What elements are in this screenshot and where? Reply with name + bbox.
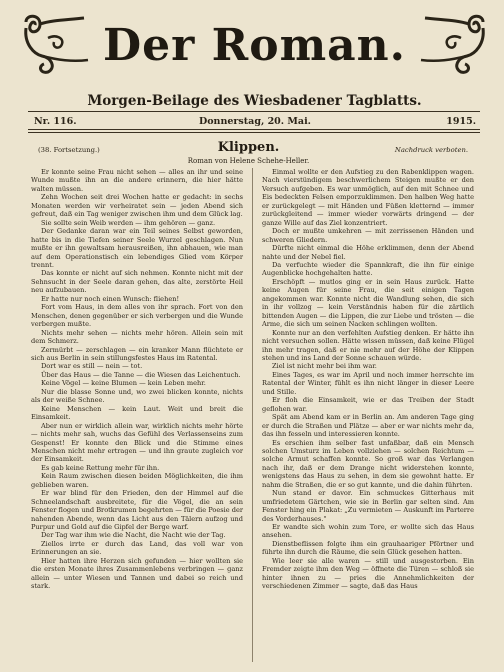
masthead: [22, 10, 487, 114]
left-column: [31, 168, 243, 591]
paragraph: Eines Tages, es war im April und noch immer herrschte im Ratental der Winter, fühlt es ihn nicht länger in dieser Leere und Stille.: [262, 370, 474, 396]
header-rule-bottom: [28, 129, 480, 130]
paragraph: Ziel ist nicht mehr bei ihm war.: [272, 362, 377, 371]
paragraph: Nichts mehr sehen — nichts mehr hören. Allein sein mit dem Schmerz.: [31, 328, 243, 346]
paragraph: Das konnte er nicht auf sich nehmen. Konnte nicht mit der Sehnsucht in der Seele daran gehen, das alte, zerstörte Heil neu aufzubauen.: [31, 269, 243, 295]
paragraph: Kein Raum zwischen diesen beiden Möglichkeiten, die ihm geblieben waren.: [31, 472, 243, 489]
paragraph: Über das Haus — die Tanne — die Wiesen das Leichentuch.: [41, 370, 241, 379]
paragraph: Fort vom Haus, in dem alles von ihr sprach. Fort von den Menschen, denen gegenüber er sich verbergen und die Wunde verbergen mußte.: [31, 303, 243, 329]
paragraph: Er konnte seine Frau nicht sehen — alles an ihr und seine Wunde mußte ihn an die andere erinnern, die hier hätte walten müssen.: [31, 168, 243, 193]
paragraph: Dort war es still — nein — tot.: [41, 362, 143, 371]
paragraph: Wie leer sie alle waren — still und ausgestorben. Ein Fremder zeigte ihm den Weg — öffnete die Türen — schloß sie hinter ihnen zu — pries die Annehmlichkeiten der verschiedenen Zimmer — sagte, daß das Haus: [262, 556, 474, 591]
paragraph: Nun stand er davor. Ein schmuckes Gitterhaus mit umfriedetem Gärtchen, wie sie in Berlin gar selten sind. Am Fenster hing ein Plakat: „Zu vermieten — Auskunft im Parterre des Vorderhauses.": [262, 489, 474, 523]
paragraph: Der Gedanke daran war ein Teil seines Selbst geworden, hatte bis in die Tiefen seiner Seele Wurzel geschlagen. Nun mußte er ihn gewaltsam herausreißen, ihn abhauen, wie man auf dem Operationstisch ein lebendiges Glied vom Körper trennt.: [31, 227, 243, 269]
article-author: Roman von Helene Schehe-Heller.: [187, 157, 310, 165]
paragraph: Konnte nur an den verfehlten Aufstieg denken. Er hätte ihn nicht versuchen sollen. Hätte wissen müssen, daß keine Flügel ihn mehr tragen, daß er nie mehr auf der Höhe der Klippen stehen und ins Land der Sonne schauen würde.: [262, 328, 474, 362]
paragraph: Er floh die Einsamkeit, wie er das Treiben der Stadt geflohen war.: [262, 396, 474, 413]
paragraph: Er war blind für den Frieden, den der Himmel auf die Schneelandschaft ausbreitete, für die Vögel, die an sein Fenster flogen und Brotkrumen begehrten — für die Poesie der nahenden Abende, wenn das Licht aus den Tälern aufzog und Purpur und Gold auf die Gipfel der Berge warf.: [31, 489, 243, 532]
paragraph: Sie sollte sein Weib werden — ihm gehören — ganz.: [41, 218, 216, 227]
paragraph: Es erschien ihm selber fast unfaßbar, daß ein Mensch solchen Umsturz im Leben vollziehen — solchen Reichtum — solche Armut schaffen konnte. So groß war das Verlangen nach ihr, daß er dem Drange nicht widerstehen konnte, wenigstens das Haus zu sehen, in dem sie gewohnt hatte. Er nahm die Straßen, die er so gut kannte, und die dahin führten.: [262, 438, 474, 489]
paragraph: Zehn Wochen seit drei Wochen hatte er gedacht: in sechs Monaten werden wir verheiratet sein — jeden Abend sich gefreut, daß ein Tag weniger zwischen ihm und dem Glück lag.: [31, 193, 243, 219]
paragraph: Doch er mußte umkehren — mit zerrissenen Händen und schweren Gliedern.: [262, 227, 474, 244]
paragraph: Aber nun er wirklich allein war, wirklich nichts mehr hörte — nichts mehr sah, wuchs das Gefühl des Verlassenseins zum Gespenst! Er konnte den Blick und die Stimme eines Menschen nicht mehr ertragen — und ihn graute zugleich vor der Einsamkeit.: [31, 421, 243, 464]
paragraph: Einmal wollte er den Aufstieg zu den Rabenklippen wagen. Nach vierstündigem beschwerlichem Steigen mußte er den Versuch aufgeben. Es war unmöglich, auf den mit Schnee und Eis bedeckten Felsen emporzuklimmen. Den halben Weg hatte er zurückgelegt — mit Händen und Füßen kletternd — immer zurückgleitend — immer wieder vorwärts dringend — der ganze Wille auf das Ziel konzentriert.: [262, 168, 474, 227]
newspaper-title: Der Roman.: [103, 20, 406, 71]
paragraph: Es gab keine Rettung mehr für ihn.: [41, 463, 160, 472]
column-divider: [252, 168, 253, 662]
paragraph: Nur die blasse Sonne und, wo zwei blicken konnte, nichts als der weiße Schnee.: [31, 387, 243, 405]
paragraph: Erschöpft — mutlos ging er in sein Haus zurück. Hatte keine Augen für seine Frau, die seit einigen Tagen angekommen war. Konnte nicht die Wandlung sehen, die sich in ihr vollzog — kein Verständnis haben für die zärtlich bittenden Augen — die Lippen, die zur Liebe und trösten — die Arme, die sich um seinen Nacken schlingen wollten.: [262, 277, 474, 329]
paragraph: Dienstbeflissen folgte ihm ein grauhaariger Pförtner und führte ihn durch die Räume, die sein Glück gesehen hatten.: [262, 539, 474, 557]
newspaper-subtitle: Morgen-Beilage des Wiesbadener Tagblatts.: [87, 93, 422, 109]
paragraph: Der Tag war ihm wie die Nacht, die Nacht wie der Tag.: [41, 531, 226, 540]
paragraph: Keine Menschen — kein Laut. Weit und breit die Einsamkeit.: [31, 404, 243, 422]
paragraph: Dürfte nicht einmal die Höhe erklimmen, denn der Abend nahte und der Nebel fiel.: [262, 244, 474, 261]
header-rule-double: [28, 132, 480, 133]
paragraph: Er hatte nur noch einen Wunsch: fliehen!: [41, 294, 180, 303]
paragraph: Da verfuchte wieder die Spannkraft, die ihn für einige Augenblicke hochgehalten hatte.: [262, 260, 474, 278]
paragraph: Spät am Abend kam er in Berlin an. Am anderen Tage ging er durch die Straßen und Plätze — aber er war nichts mehr da, das ihn fesseln und interessieren konnte.: [262, 413, 474, 439]
paragraph: Hier hatten ihre Herzen sich gefunden — hier wollten sie die ersten Monate ihres Zusammenlebens verbringen — ganz allein — unter Wiesen und Tannen und dabei so reich und stark.: [31, 556, 243, 591]
issue-number: Nr. 116.: [34, 116, 77, 127]
issue-date: Donnerstag, 20. Mai.: [198, 116, 311, 127]
header-rule-top: [28, 111, 480, 112]
right-column: [262, 168, 474, 591]
reprint-notice: Nachdruck verboten.: [394, 146, 468, 154]
paragraph: Ziellos irrte er durch das Land, das voll war von Erinnerungen an sie.: [31, 539, 243, 557]
article-title: Klippen.: [217, 140, 280, 155]
issue-year: 1915.: [446, 116, 476, 127]
paragraph: Keine Vögel — keine Blumen — kein Leben mehr.: [41, 379, 206, 388]
continuation-note: (38. Fortsetzung.): [38, 146, 100, 154]
paragraph: Zermürbt — zerschlagen — ein kranker Mann flüchtete er sich aus Berlin in sein stillungsfestes Haus im Ratental.: [31, 345, 243, 362]
paragraph: Er wandte sich wohin zum Tore, er wollte sich das Haus ansehen.: [262, 523, 474, 540]
